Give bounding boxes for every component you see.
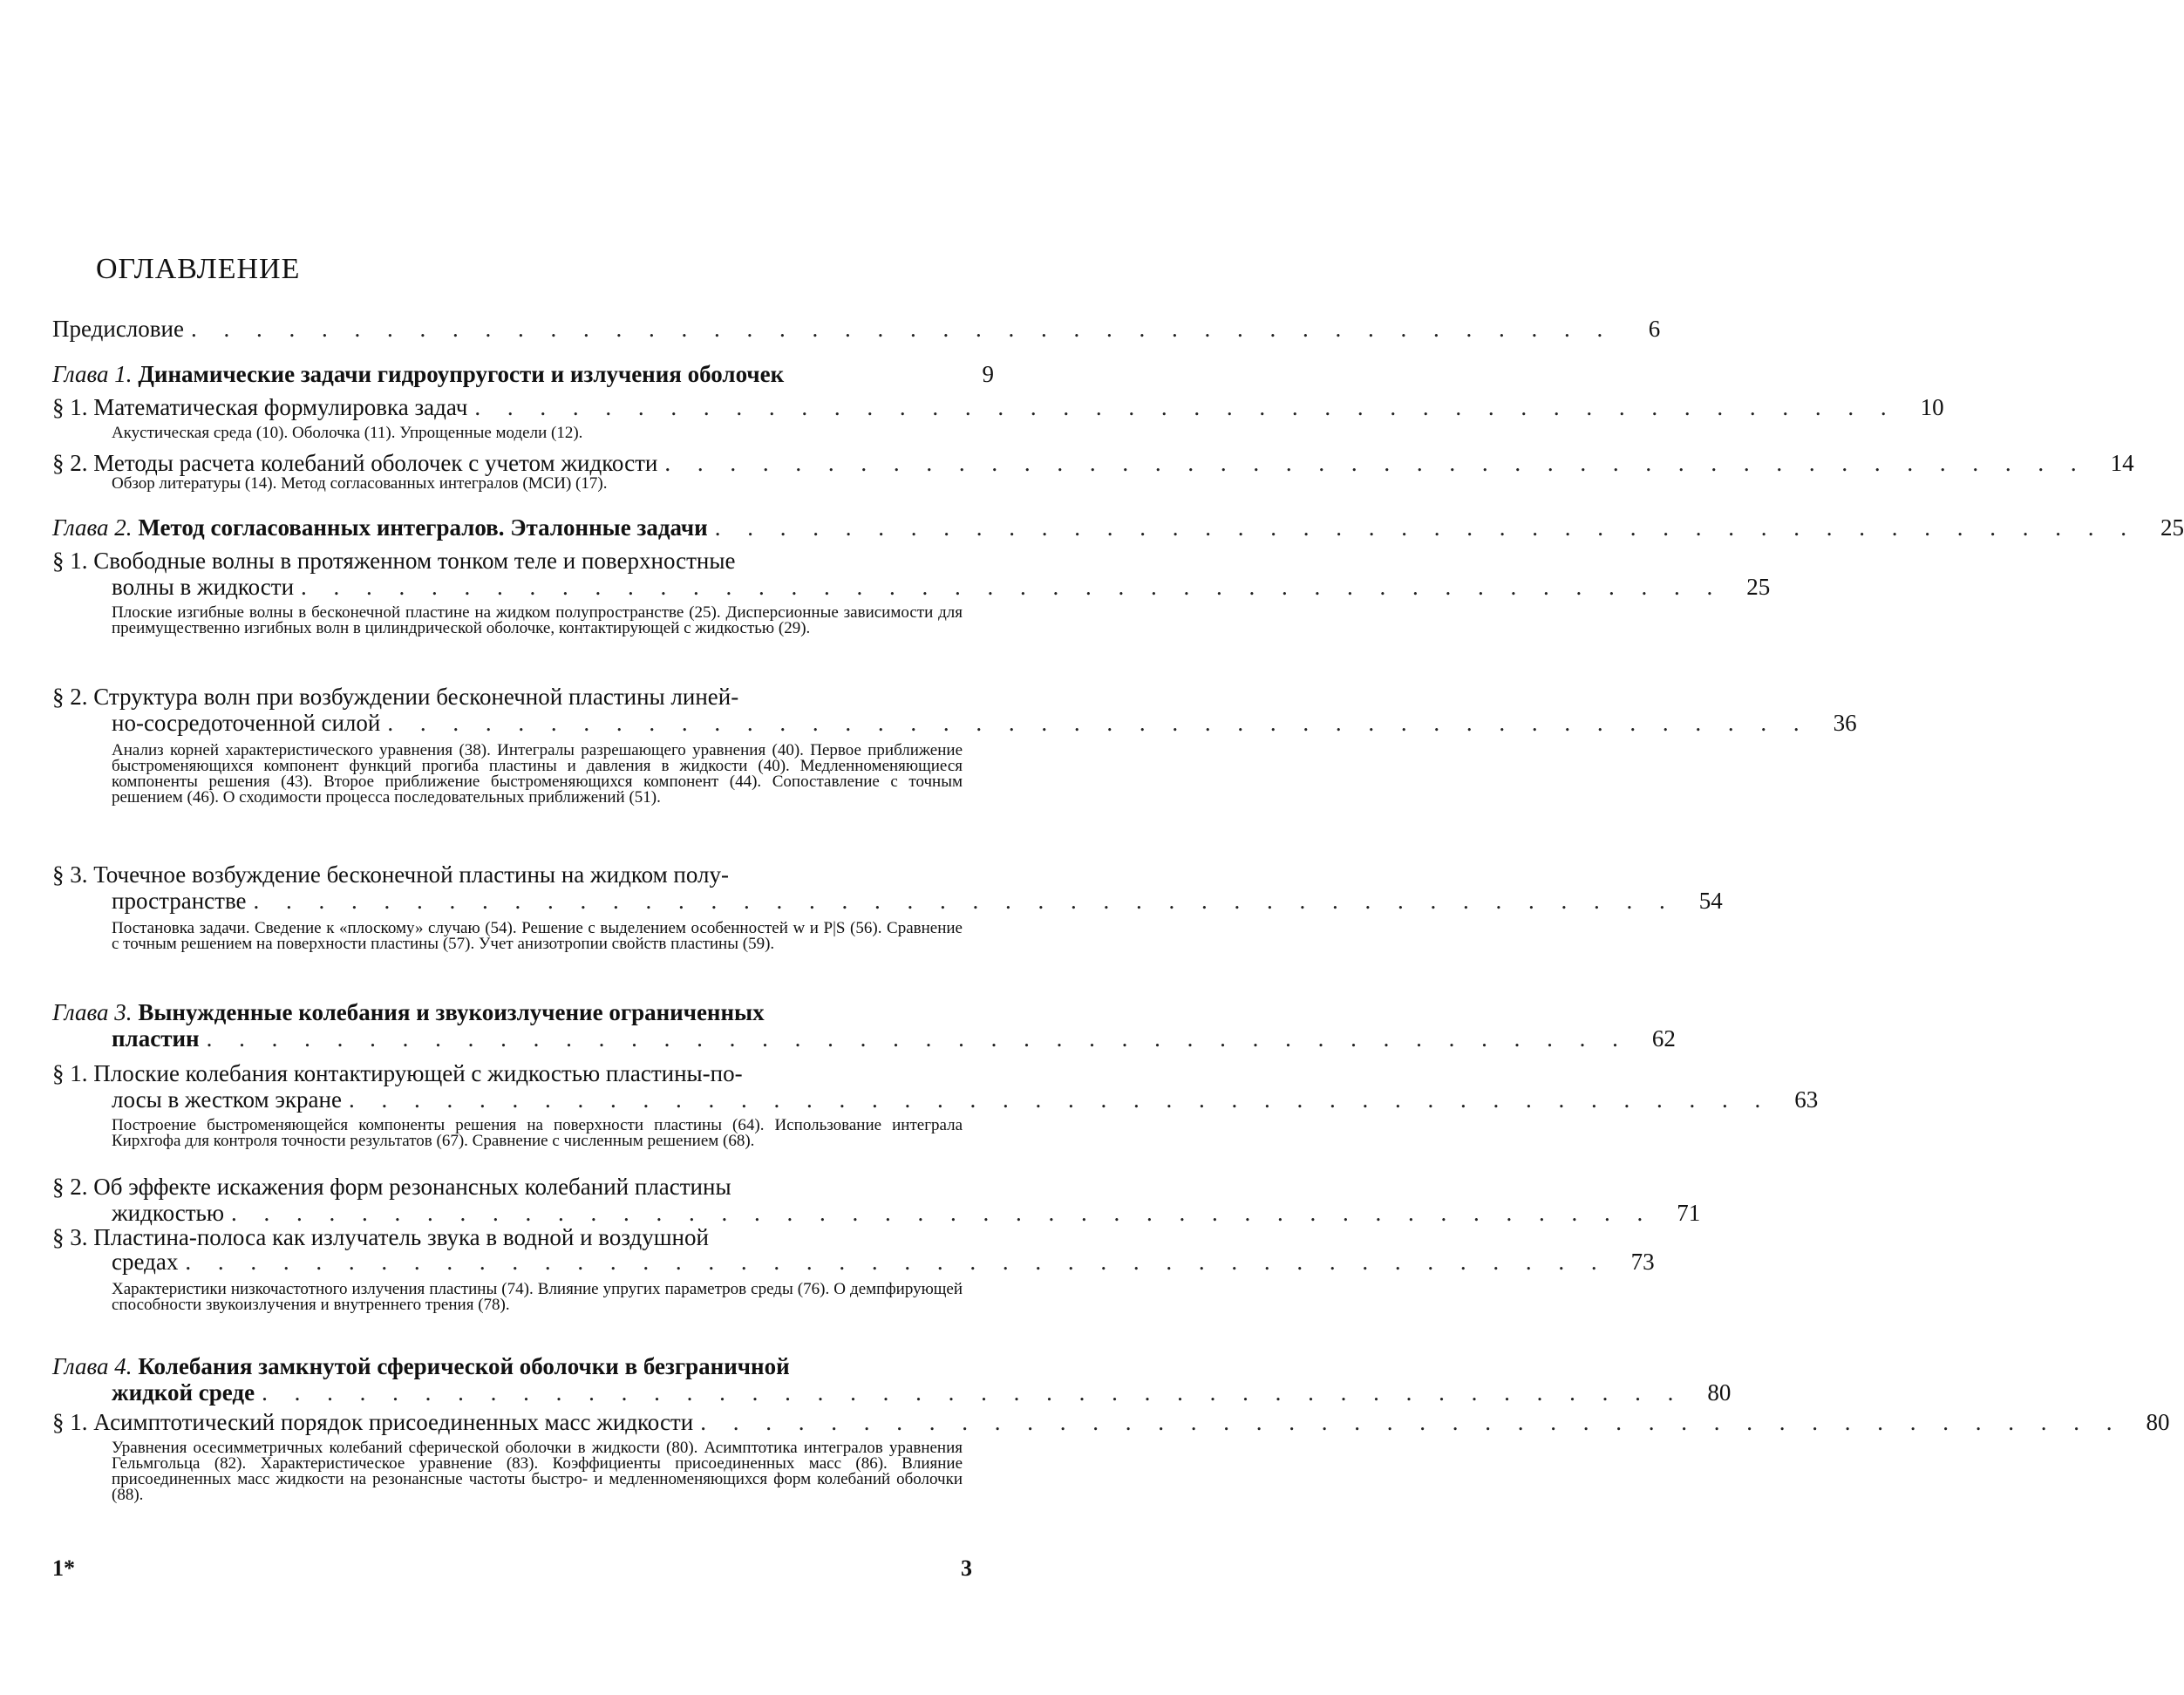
- entry-page: 80: [1707, 1379, 1732, 1406]
- entry-label: § 1. Асимптотический порядок присоединенных масс жидкости: [52, 1409, 694, 1435]
- toc-section-3-2[interactable]: [52, 1200, 1701, 1226]
- entry-page: 14: [2110, 450, 2134, 476]
- entry-label: § 1. Математическая формулировка задач: [52, 394, 468, 420]
- section-summary: Уравнения осесимметричных колебаний сферической оболочки в жидкости (80). Асимптотика интегралов уравнения Гельмгольца (82). Характеристическое уравнение (83). Коэффициенты присоединенных масс (86). Влияние присоединенных масс жидкости на резонансные частоты быстро- и медленноменяющихся форм колебаний оболочки (88).: [112, 1439, 963, 1504]
- chapter-title: Колебания замкнутой сферической оболочки в безграничной: [138, 1353, 790, 1379]
- entry-page: 6: [1648, 316, 1661, 342]
- toc-chapter-2[interactable]: [52, 514, 2184, 541]
- section-summary: Построение быстроменяющейся компоненты решения на поверхности пластины (64). Использование интеграла Кирхгофа для контроля точности результатов (67). Сравнение с численным решением (68).: [112, 1116, 963, 1150]
- section-summary: Постановка задачи. Сведение к «плоскому» случаю (54). Решение с выделением особенностей w и P|S (56). Сравнение с точным решением на поверхности пластины (57). Учет анизотропии свойств пластины (59).: [112, 919, 963, 953]
- entry-label: § 1. Свободные волны в протяженном тонком теле и поверхностные: [52, 548, 736, 574]
- toc-section-2-2[interactable]: [52, 710, 1857, 736]
- chapter-title: жидкой среде: [112, 1379, 255, 1406]
- toc-section-3-2-line1[interactable]: [52, 1174, 994, 1200]
- leader-dots: [700, 1409, 2122, 1435]
- entry-label: § 3. Пластина-полоса как излучатель звука в водной и воздушной: [52, 1224, 709, 1250]
- entry-page: 73: [1630, 1249, 1655, 1275]
- page-number: 3: [961, 1555, 972, 1581]
- toc-section-3-1[interactable]: [52, 1086, 1819, 1113]
- signature-mark: 1*: [52, 1555, 75, 1581]
- toc-chapter-4[interactable]: [52, 1379, 1732, 1406]
- entry-label: § 1. Плоские колебания контактирующей с жидкостью пластины-по-: [52, 1060, 743, 1086]
- toc-chapter-3-line1[interactable]: [52, 999, 994, 1025]
- toc-section-3-3[interactable]: [52, 1249, 1655, 1275]
- chapter-title: Вынужденные колебания и звукоизлучение ограниченных: [138, 999, 765, 1025]
- leader-dots: [185, 1249, 1607, 1275]
- chapter-title: Метод согласованных интегралов. Эталонные задачи: [138, 514, 708, 541]
- entry-page: 36: [1833, 710, 1857, 736]
- leader-dots: [387, 710, 1809, 736]
- section-summary: Акустическая среда (10). Оболочка (11). Упрощенные модели (12).: [112, 424, 583, 442]
- leader-dots: [349, 1086, 1771, 1113]
- entry-page: 80: [2146, 1409, 2170, 1435]
- leader-dots: [715, 514, 2137, 541]
- toc-section-2-2-line1[interactable]: [52, 684, 994, 710]
- leader-dots: [207, 1025, 1629, 1052]
- section-summary: Обзор литературы (14). Метод согласованных интегралов (МСИ) (17).: [112, 474, 608, 493]
- toc-section-4-1[interactable]: [52, 1409, 2170, 1435]
- section-summary: Плоские изгибные волны в бесконечной пластине на жидком полупространстве (25). Дисперсионные зависимости для преимущественно изгибных волн в цилиндрической оболочке, контактирующей с жидкостью (29).: [112, 603, 963, 637]
- toc-section-2-3[interactable]: [52, 888, 1723, 914]
- entry-page: 25: [2160, 514, 2184, 541]
- entry-page: 54: [1698, 888, 1723, 914]
- entry-label: жидкостью: [112, 1200, 225, 1226]
- entry-page: 62: [1651, 1025, 1676, 1052]
- chapter-label: Глава 1.: [52, 361, 133, 387]
- toc-section-2-1[interactable]: [52, 574, 1771, 600]
- leader-dots: [301, 574, 1723, 600]
- toc-section-1-1[interactable]: [52, 394, 1944, 420]
- entry-page: 10: [1920, 394, 1944, 420]
- entry-label: § 2. Структура волн при возбуждении бесконечной пластины линей-: [52, 684, 739, 710]
- chapter-label: Глава 3.: [52, 999, 133, 1025]
- toc-chapter-3[interactable]: [52, 1025, 1676, 1052]
- chapter-label: Глава 4.: [52, 1353, 133, 1379]
- chapter-title: Динамические задачи гидроупругости и излучения оболочек: [138, 361, 785, 387]
- leader-dots: [231, 1200, 1653, 1226]
- entry-label: волны в жидкости: [112, 574, 295, 600]
- entry-label: § 2. Методы расчета колебаний оболочек с учетом жидкости: [52, 450, 658, 476]
- leader-dots: [262, 1379, 1684, 1406]
- entry-label: Предисловие: [52, 316, 184, 342]
- entry-page: 25: [1746, 574, 1771, 600]
- toc-section-2-3-line1[interactable]: [52, 861, 994, 888]
- entry-label: лосы в жестком экране: [112, 1086, 342, 1113]
- toc-entry-preface[interactable]: [52, 316, 1661, 342]
- toc-section-2-1-line1[interactable]: [52, 548, 994, 574]
- entry-page: 71: [1677, 1200, 1701, 1226]
- entry-label: пространстве: [112, 888, 247, 914]
- entry-label: средах: [112, 1249, 179, 1275]
- toc-chapter-1[interactable]: [52, 361, 994, 387]
- toc-section-3-3-line1[interactable]: [52, 1224, 994, 1250]
- section-summary: Анализ корней характеристического уравнения (38). Интегралы разрешающего уравнения (40). Первое приближение быстроменяющихся компонент функций прогиба пластины и давления в жидкости (40). Медленноменяющиеся компоненты решения (43). Второе приближение быстроменяющихся компонент (44). Сопоставление с точным решением (46). О сходимости процесса последовательных приближений (51).: [112, 741, 963, 807]
- leader-dots: [474, 394, 1896, 420]
- leader-dots: [664, 450, 2086, 476]
- leader-dots: [254, 888, 1676, 914]
- entry-label: § 3. Точечное возбуждение бесконечной пластины на жидком полу-: [52, 861, 729, 888]
- leader-dots: [191, 316, 1613, 342]
- entry-page: 9: [982, 361, 994, 387]
- entry-label: § 2. Об эффекте искажения форм резонансных колебаний пластины: [52, 1174, 731, 1200]
- section-summary: Характеристики низкочастотного излучения пластины (74). Влияние упругих параметров среды (76). О демпфирующей способности звукоизлучения и внутреннего трения (78).: [112, 1280, 963, 1314]
- toc-section-1-2[interactable]: [52, 450, 2134, 476]
- toc-chapter-4-line1[interactable]: [52, 1353, 994, 1379]
- toc-section-3-1-line1[interactable]: [52, 1060, 994, 1086]
- chapter-label: Глава 2.: [52, 514, 133, 541]
- entry-page: 63: [1794, 1086, 1819, 1113]
- entry-label: но-сосредоточенной силой: [112, 710, 381, 736]
- chapter-title: пластин: [112, 1025, 200, 1052]
- page-title: ОГЛАВЛЕНИЕ: [96, 253, 301, 285]
